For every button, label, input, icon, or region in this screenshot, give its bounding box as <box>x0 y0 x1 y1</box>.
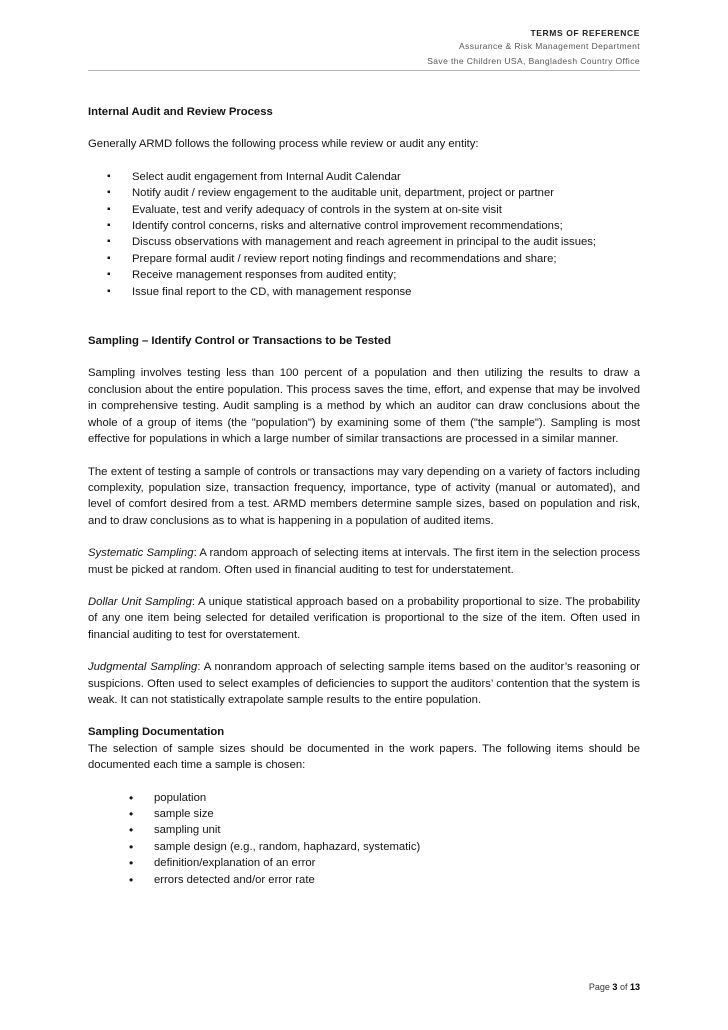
department-name: Assurance & Risk Management Department <box>458 41 640 51</box>
sampling-paragraph-2: The extent of testing a sample of controls or transactions may vary depending on a variety of factors including complexity, population size, transaction frequency, importance, type of activity (manual or automated), and level of comfort desired from a test. ARMD members determine sample sizes, based on population and risk, and to draw conclusions as to what is happening in a population of audited items. <box>88 465 640 527</box>
total-pages: 13 <box>629 982 640 992</box>
judgmental-sampling-paragraph <box>88 659 640 708</box>
page-number <box>589 982 640 992</box>
list-item: ▪ Receive management responses from audited entity; <box>88 267 640 283</box>
list-item: ▪ Identify control concerns, risks and alternative control improvement recommendations; <box>88 218 640 234</box>
list-item: ▪ Select audit engagement from Internal Audit Calendar <box>88 169 640 185</box>
sampling-paragraph-1: Sampling involves testing less than 100 percent of a population and then utilizing the results to draw a conclusion about the entire population. This process saves the time, effort, and expense that may be involved in comprehensive testing. Audit sampling is a method by which an auditor can draw conclusions about the whole of a group of items (the "population") by examining some of them ("the sample"). Sampling is most effective for populations in which a large number of similar transactions are processed in a similar manner. <box>88 367 640 446</box>
list-item: ▪ Prepare formal audit / review report noting findings and recommendations and share; <box>88 251 640 267</box>
list-item: ▪ Evaluate, test and verify adequacy of controls in the system at on-site visit <box>88 202 640 218</box>
systematic-sampling-term: Systematic Sampling <box>88 547 194 560</box>
judgmental-sampling-text: : A nonrandom approach of selecting sample items based on the auditor’s reasoning or suspicions. Often used to select examples of deficiencies to support the auditors’ contention that the system is weak. It can not statistically extrapolate sample results to the entire population. <box>88 661 640 706</box>
document-body <box>88 104 640 888</box>
section-heading-audit-process: Internal Audit and Review Process <box>88 106 273 118</box>
list-item: ▪ Issue final report to the CD, with management response <box>88 284 640 300</box>
document-title: TERMS OF REFERENCE <box>530 28 640 38</box>
section-heading-sampling: Sampling – Identify Control or Transactions to be Tested <box>88 335 391 348</box>
list-item: ▪ Notify audit / review engagement to the auditable unit, department, project or partner <box>88 185 640 201</box>
systematic-sampling-text: : A random approach of selecting items at intervals. The first item in the selection process must be picked at random. Often used in financial auditing to test for understatement. <box>88 547 640 576</box>
office-name: Save the Children USA, Bangladesh Country Office <box>427 56 640 66</box>
systematic-sampling-paragraph <box>88 545 640 578</box>
current-page: 3 <box>612 982 618 992</box>
dollar-unit-sampling-paragraph <box>88 594 640 643</box>
audit-process-intro: Generally ARMD follows the following process while review or audit any entity: <box>88 138 479 151</box>
dollar-unit-sampling-term: Dollar Unit Sampling <box>88 595 192 608</box>
audit-process-list <box>88 169 640 300</box>
header-divider <box>88 70 640 71</box>
of-label: of <box>619 982 628 992</box>
list-item: • population <box>88 790 640 806</box>
judgmental-sampling-term: Judgmental Sampling <box>88 661 198 674</box>
page-header <box>427 27 640 69</box>
list-item: ▪ Discuss observations with management and reach agreement in principal to the audit issues; <box>88 234 640 250</box>
list-item: • sampling unit <box>88 822 640 838</box>
list-item: • definition/explanation of an error <box>88 855 640 871</box>
list-item: • sample design (e.g., random, haphazard, systematic) <box>88 839 640 855</box>
list-item: • sample size <box>88 806 640 822</box>
section-heading-sampling-documentation: Sampling Documentation <box>88 726 225 739</box>
sampling-documentation-intro: The selection of sample sizes should be documented in the work papers. The following items should be documented each time a sample is chosen: <box>88 742 640 772</box>
page-label: Page <box>588 982 610 992</box>
list-item: • errors detected and/or error rate <box>88 872 640 888</box>
dollar-unit-sampling-text: : A unique statistical approach based on a probability proportional to size. The probability of any one item being selected for detailed verification is proportional to the size of the item. Often used in financial auditing to test for overstatement. <box>88 595 640 641</box>
sampling-documentation-list <box>88 790 640 888</box>
